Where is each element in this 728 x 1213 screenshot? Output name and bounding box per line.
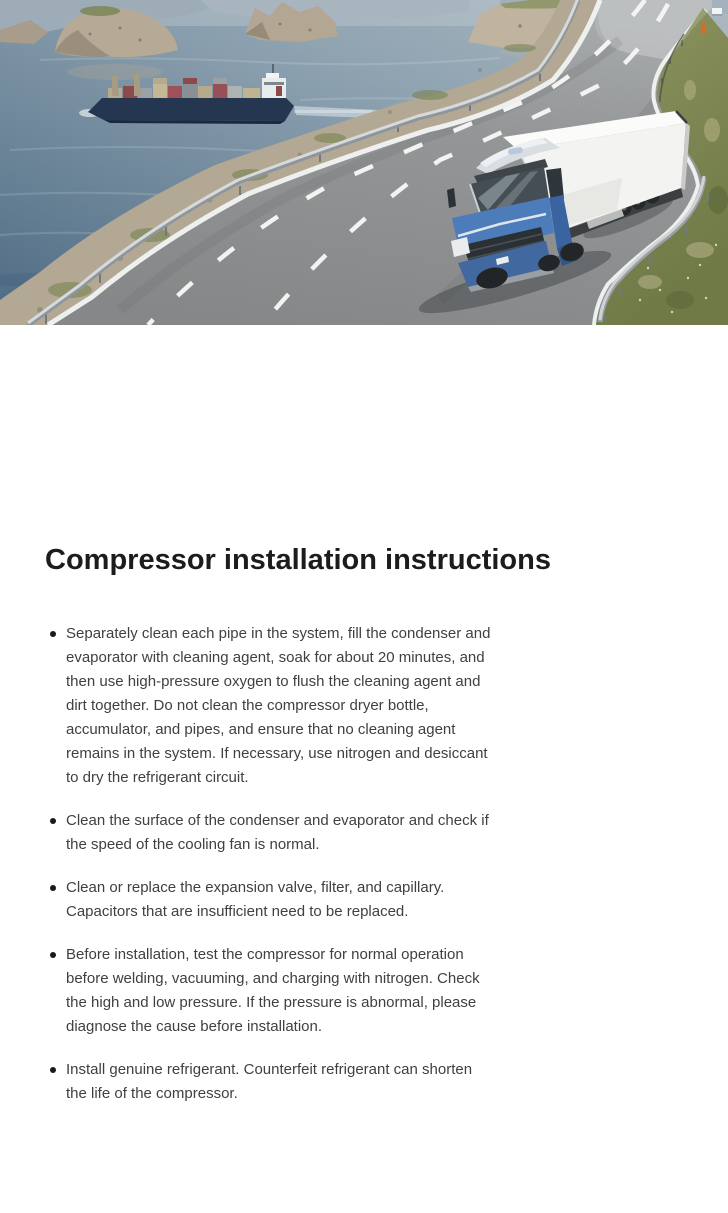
bullet-dot <box>50 818 56 824</box>
list-item <box>45 876 497 924</box>
page-title: Compressor installation instructions <box>45 544 551 576</box>
list-item-text: Separately clean each pipe in the system, fill the condenser and evaporator with cleaning agent, soak for about 20 minutes, and then use high-pressure oxygen to flush the cleaning agent and dirt together. Do not clean the compressor dryer bottle, accumulator, and pipes, and ensure that no cleaning agent remains in the system. If necessary, use nitrogen and desiccant to dry the refrigerant circuit. <box>66 625 491 786</box>
bullet-dot <box>50 952 56 958</box>
list-item-text: Clean or replace the expansion valve, filter, and capillary. Capacitors that are insufficient need to be replaced. <box>66 879 445 920</box>
list-item <box>45 943 497 1039</box>
bullet-dot <box>50 631 56 637</box>
list-item <box>45 622 497 790</box>
bullet-dot <box>50 885 56 891</box>
instruction-list <box>45 622 497 1106</box>
article-section <box>0 325 728 1106</box>
distant-vehicle <box>712 8 722 16</box>
bullet-dot <box>50 1067 56 1073</box>
list-item-text: Clean the surface of the condenser and evaporator and check if the speed of the cooling fan is normal. <box>66 812 489 853</box>
hero-image <box>0 0 728 325</box>
list-item-text: Install genuine refrigerant. Counterfeit refrigerant can shorten the life of the compressor. <box>66 1061 473 1102</box>
list-item <box>45 1058 497 1106</box>
marker-post <box>702 24 705 33</box>
list-item <box>45 809 497 857</box>
list-item-text: Before installation, test the compressor for normal operation before welding, vacuuming, and charging with nitrogen. Check the high and low pressure. If the pressure is abnormal, please diagnose the cause before installation. <box>66 946 480 1035</box>
